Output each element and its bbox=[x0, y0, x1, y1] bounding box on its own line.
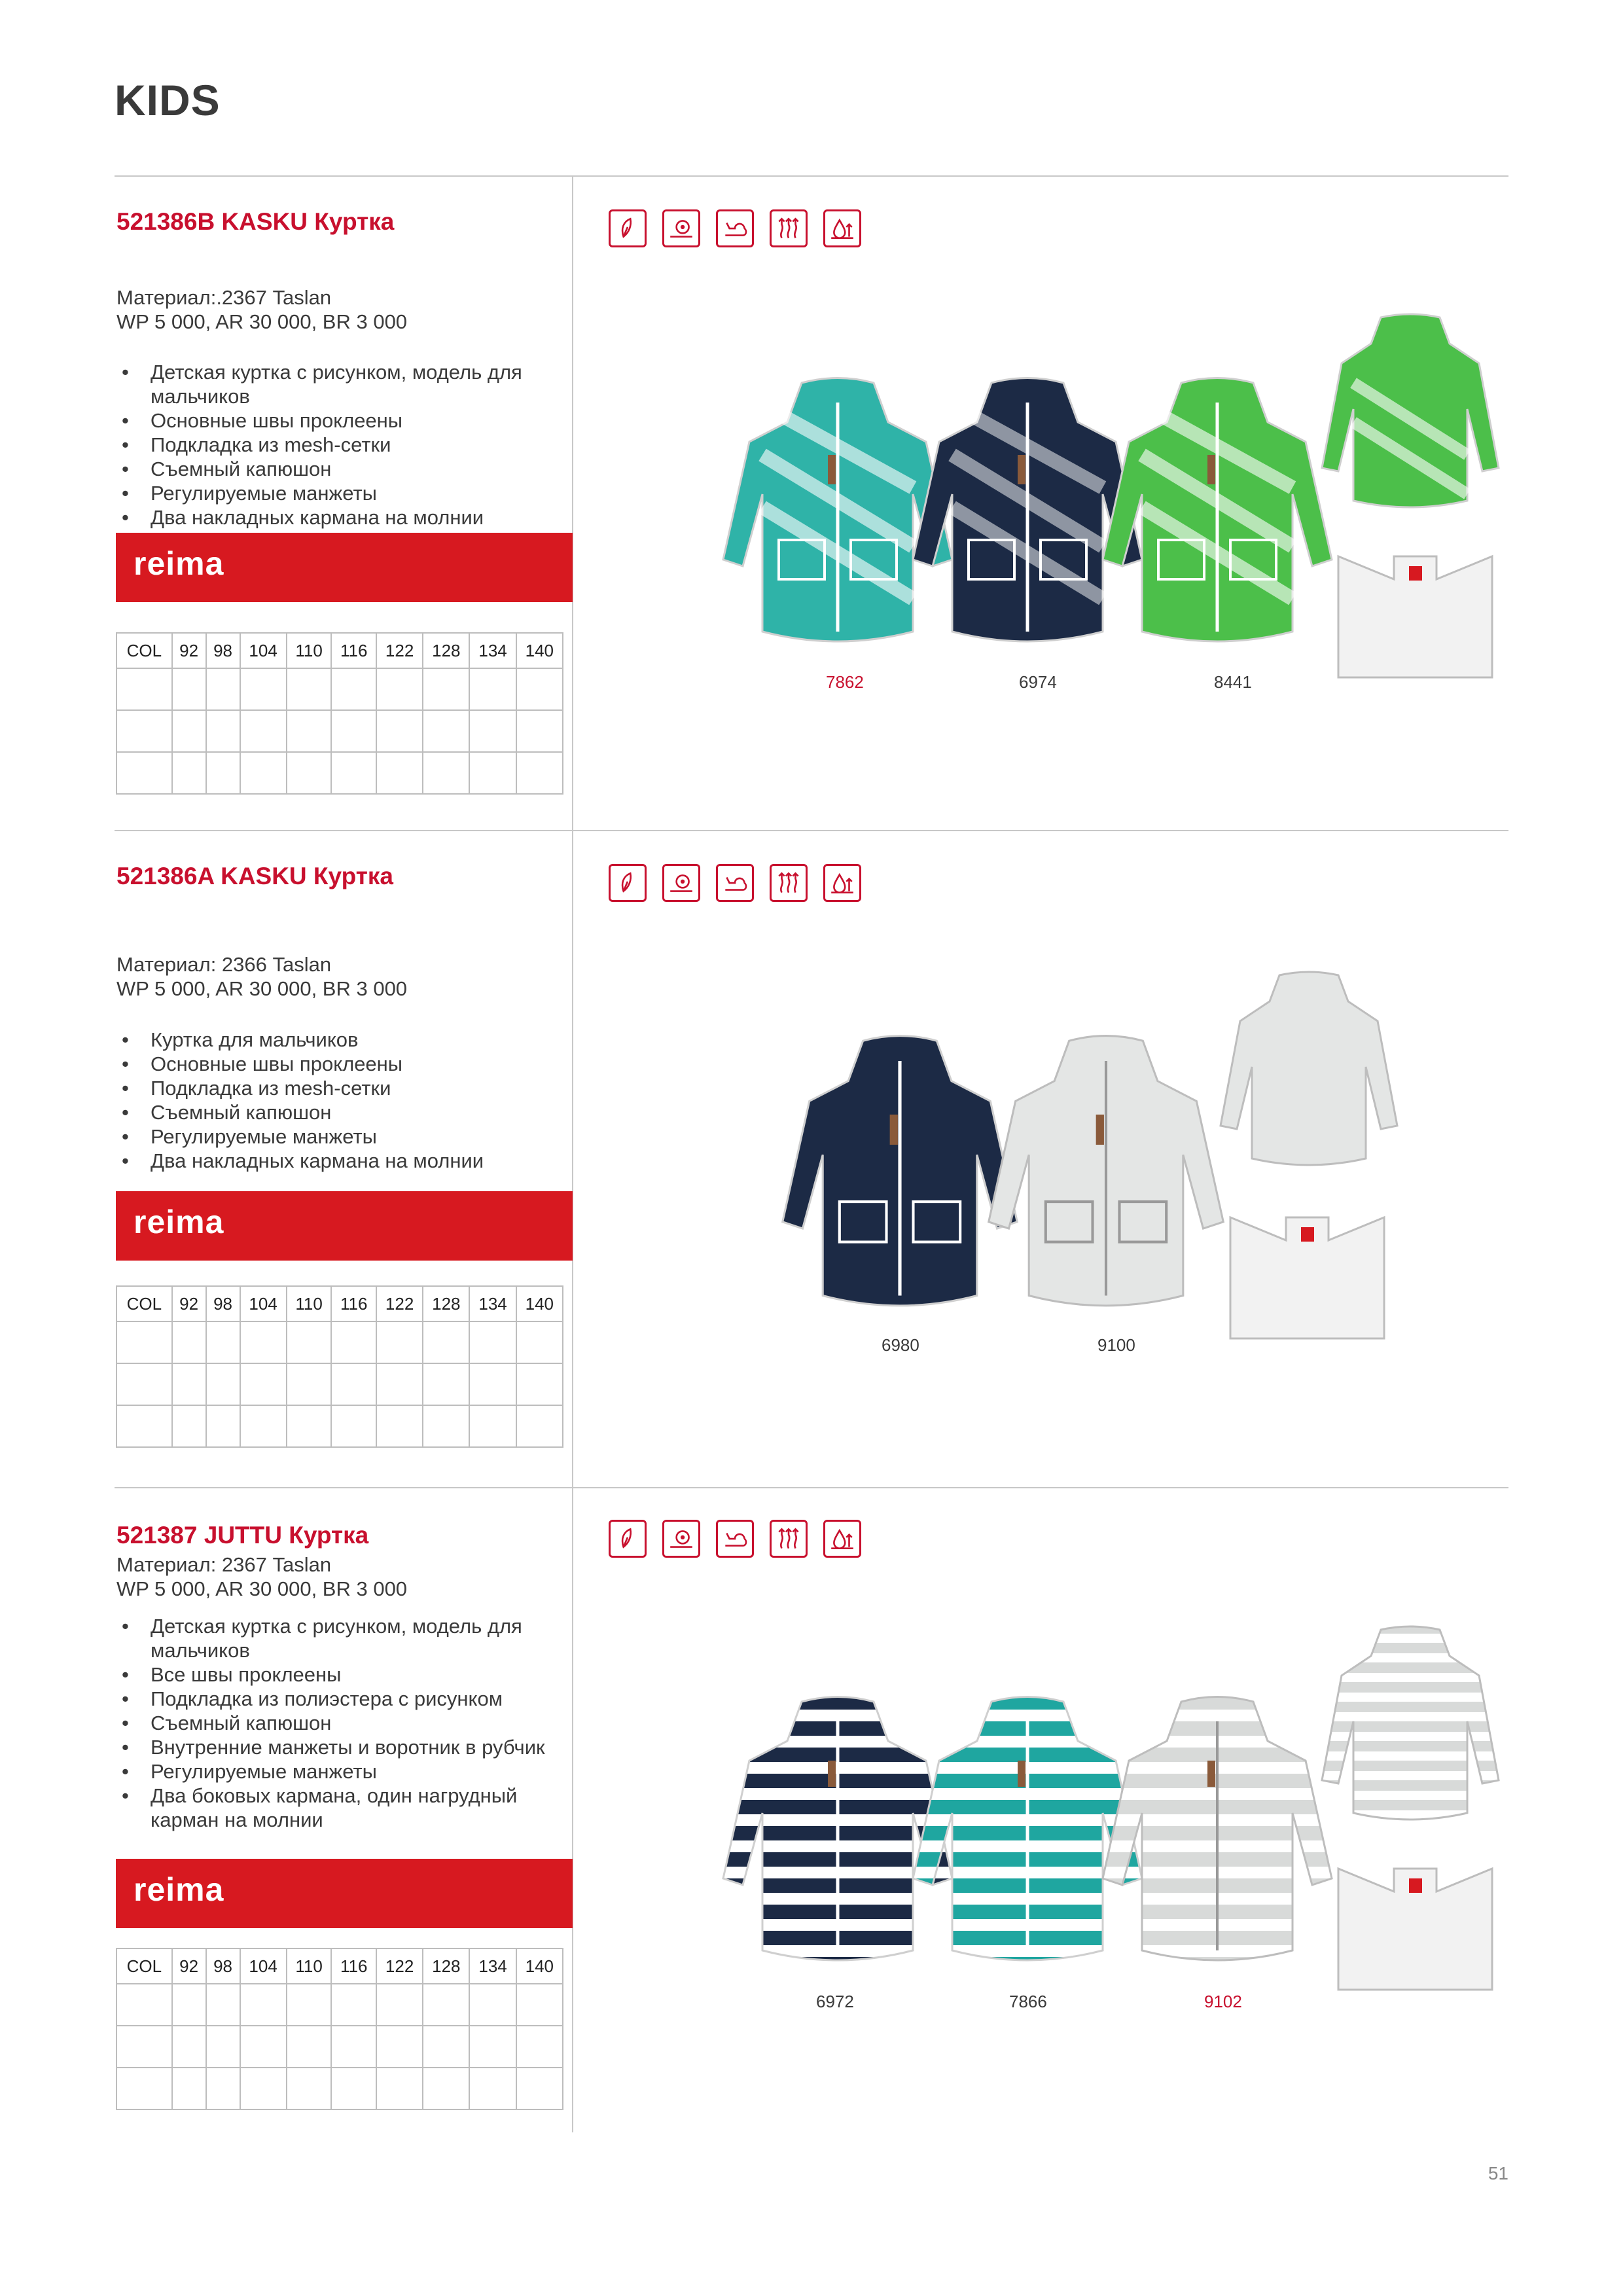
table-cell[interactable] bbox=[423, 1363, 469, 1405]
brand-bar bbox=[116, 1191, 573, 1261]
table-cell[interactable] bbox=[376, 2068, 423, 2109]
table-cell[interactable] bbox=[172, 1405, 206, 1447]
table-header-cell: COL bbox=[116, 1948, 172, 1984]
table-header-cell: 104 bbox=[240, 633, 287, 668]
table-header-cell: 116 bbox=[331, 1948, 376, 1984]
table-cell[interactable] bbox=[376, 710, 423, 752]
table-row bbox=[116, 1405, 563, 1447]
table-cell[interactable] bbox=[172, 2068, 206, 2109]
table-row bbox=[116, 1984, 563, 2026]
table-cell[interactable] bbox=[287, 1363, 332, 1405]
table-header-cell: 116 bbox=[331, 633, 376, 668]
table-cell[interactable] bbox=[240, 1363, 287, 1405]
leaf-icon bbox=[609, 864, 647, 902]
product-title: 521386B KASKU Куртка bbox=[116, 208, 395, 235]
leaf-icon bbox=[609, 209, 647, 247]
waterproof-icon bbox=[823, 864, 861, 902]
table-header-cell: 104 bbox=[240, 1286, 287, 1321]
material-line: Материал:.2367 Taslan bbox=[116, 286, 332, 309]
list-item: • Два боковых кармана, один нагрудный карман на молнии bbox=[116, 1784, 568, 1832]
list-item: • Внутренние манжеты и воротник в рубчик bbox=[116, 1735, 568, 1759]
jacket-back-image bbox=[1315, 1623, 1505, 1826]
column-divider bbox=[572, 175, 573, 2132]
list-item: • Регулируемые манжеты bbox=[116, 481, 568, 505]
lining-image bbox=[1332, 1865, 1499, 1996]
table-cell[interactable] bbox=[240, 2026, 287, 2068]
table-cell[interactable] bbox=[287, 2026, 332, 2068]
table-cell[interactable] bbox=[516, 710, 563, 752]
table-cell[interactable] bbox=[331, 2026, 376, 2068]
table-cell[interactable] bbox=[240, 2068, 287, 2109]
table-row bbox=[116, 752, 563, 794]
divider bbox=[115, 175, 1508, 177]
color-code: 7866 bbox=[1009, 1992, 1047, 2011]
table-header-cell: 110 bbox=[287, 1948, 332, 1984]
table-cell[interactable] bbox=[376, 1984, 423, 2026]
table-cell[interactable] bbox=[516, 668, 563, 710]
table-cell[interactable] bbox=[516, 1405, 563, 1447]
table-cell[interactable] bbox=[376, 1405, 423, 1447]
table-cell[interactable] bbox=[376, 1321, 423, 1363]
size-table bbox=[116, 1948, 563, 2110]
breathable-icon bbox=[770, 1520, 808, 1558]
table-cell[interactable] bbox=[240, 1405, 287, 1447]
table-header-cell: 134 bbox=[469, 1286, 516, 1321]
table-cell[interactable] bbox=[206, 668, 240, 710]
table-cell[interactable] bbox=[423, 2068, 469, 2109]
feature-list bbox=[116, 1614, 568, 1832]
color-code: 6972 bbox=[816, 1992, 854, 2011]
table-header-cell: 128 bbox=[423, 1948, 469, 1984]
table-cell[interactable] bbox=[206, 2068, 240, 2109]
table-header-cell: 122 bbox=[376, 1286, 423, 1321]
table-cell[interactable] bbox=[206, 1405, 240, 1447]
table-header-cell: 128 bbox=[423, 633, 469, 668]
specs-line: WP 5 000, AR 30 000, BR 3 000 bbox=[116, 1577, 408, 1600]
list-item: • Основные швы проклеены bbox=[116, 408, 568, 433]
brand-logo: reima bbox=[134, 1871, 224, 1908]
list-item: • Регулируемые манжеты bbox=[116, 1124, 568, 1149]
table-cell[interactable] bbox=[240, 710, 287, 752]
table-cell[interactable] bbox=[206, 1984, 240, 2026]
table-header-cell: 134 bbox=[469, 1948, 516, 1984]
list-item: • Съемный капюшон bbox=[116, 1100, 568, 1124]
table-row bbox=[116, 1363, 563, 1405]
table-header-cell: 128 bbox=[423, 1286, 469, 1321]
breathable-icon bbox=[770, 209, 808, 247]
table-header-cell: 98 bbox=[206, 1948, 240, 1984]
table-header-cell: 122 bbox=[376, 1948, 423, 1984]
dry-icon bbox=[716, 209, 754, 247]
table-cell[interactable] bbox=[240, 668, 287, 710]
size-table bbox=[116, 632, 563, 795]
table-cell[interactable] bbox=[116, 1321, 172, 1363]
list-item: • Два накладных кармана на молнии bbox=[116, 505, 568, 529]
table-cell[interactable] bbox=[116, 668, 172, 710]
table-cell[interactable] bbox=[376, 752, 423, 794]
table-cell[interactable] bbox=[516, 752, 563, 794]
list-item: • Подкладка из mesh-сетки bbox=[116, 433, 568, 457]
table-cell[interactable] bbox=[423, 2026, 469, 2068]
table-cell[interactable] bbox=[116, 1405, 172, 1447]
table-cell[interactable] bbox=[206, 1363, 240, 1405]
table-cell[interactable] bbox=[172, 710, 206, 752]
waterproof-icon bbox=[823, 209, 861, 247]
table-cell[interactable] bbox=[469, 710, 516, 752]
table-cell[interactable] bbox=[376, 2026, 423, 2068]
list-item: • Регулируемые манжеты bbox=[116, 1759, 568, 1784]
brand-bar bbox=[116, 533, 573, 602]
table-header-cell: COL bbox=[116, 1286, 172, 1321]
table-cell[interactable] bbox=[240, 1984, 287, 2026]
table-cell[interactable] bbox=[331, 2068, 376, 2109]
table-row bbox=[116, 668, 563, 710]
table-cell[interactable] bbox=[469, 1984, 516, 2026]
table-cell[interactable] bbox=[206, 2026, 240, 2068]
table-cell[interactable] bbox=[516, 1363, 563, 1405]
table-header-cell: 110 bbox=[287, 633, 332, 668]
wash-icon bbox=[662, 1520, 700, 1558]
table-cell[interactable] bbox=[287, 668, 332, 710]
table-header-cell: COL bbox=[116, 633, 172, 668]
product-material bbox=[116, 952, 407, 1001]
size-table bbox=[116, 1285, 563, 1448]
table-cell[interactable] bbox=[376, 1363, 423, 1405]
divider bbox=[115, 830, 1508, 831]
table-cell[interactable] bbox=[331, 668, 376, 710]
table-header-cell: 140 bbox=[516, 633, 563, 668]
table-cell[interactable] bbox=[331, 752, 376, 794]
brand-logo: reima bbox=[134, 1204, 224, 1240]
table-header-cell: 92 bbox=[172, 1286, 206, 1321]
table-header-cell: 140 bbox=[516, 1286, 563, 1321]
page-number: 51 bbox=[1488, 2163, 1508, 2183]
product-title: 521387 JUTTU Куртка bbox=[116, 1522, 369, 1549]
table-header-cell: 122 bbox=[376, 633, 423, 668]
list-item: • Подкладка из полиэстера с рисунком bbox=[116, 1687, 568, 1711]
product-material bbox=[116, 1552, 407, 1601]
table-header-cell: 116 bbox=[331, 1286, 376, 1321]
table-cell[interactable] bbox=[116, 1984, 172, 2026]
table-cell[interactable] bbox=[331, 710, 376, 752]
table-cell[interactable] bbox=[423, 752, 469, 794]
table-header-cell: 110 bbox=[287, 1286, 332, 1321]
table-cell[interactable] bbox=[240, 752, 287, 794]
table-cell[interactable] bbox=[331, 1321, 376, 1363]
table-cell[interactable] bbox=[469, 668, 516, 710]
feature-list bbox=[116, 360, 568, 529]
table-cell[interactable] bbox=[469, 752, 516, 794]
table-cell[interactable] bbox=[116, 710, 172, 752]
table-header-cell: 98 bbox=[206, 1286, 240, 1321]
list-item: • Детская куртка с рисунком, модель для мальчиков bbox=[116, 360, 568, 408]
jacket-image bbox=[1096, 1695, 1338, 1964]
table-cell[interactable] bbox=[287, 1321, 332, 1363]
table-cell[interactable] bbox=[287, 710, 332, 752]
color-code: 9100 bbox=[1097, 1335, 1135, 1355]
breathable-icon bbox=[770, 864, 808, 902]
table-cell[interactable] bbox=[516, 1321, 563, 1363]
table-cell[interactable] bbox=[423, 1984, 469, 2026]
table-cell[interactable] bbox=[423, 1321, 469, 1363]
jacket-back-image bbox=[1315, 311, 1505, 514]
table-cell[interactable] bbox=[469, 1321, 516, 1363]
table-cell[interactable] bbox=[172, 668, 206, 710]
divider bbox=[115, 1487, 1508, 1488]
material-line: Материал: 2367 Taslan bbox=[116, 1553, 332, 1576]
jacket-image bbox=[1096, 376, 1338, 645]
list-item: • Куртка для мальчиков bbox=[116, 1028, 568, 1052]
wash-icon bbox=[662, 209, 700, 247]
table-cell[interactable] bbox=[469, 2026, 516, 2068]
table-row bbox=[116, 710, 563, 752]
list-item: • Подкладка из mesh-сетки bbox=[116, 1076, 568, 1100]
table-cell[interactable] bbox=[331, 1984, 376, 2026]
table-cell[interactable] bbox=[516, 2026, 563, 2068]
table-cell[interactable] bbox=[172, 1321, 206, 1363]
list-item: • Съемный капюшон bbox=[116, 457, 568, 481]
table-cell[interactable] bbox=[423, 668, 469, 710]
care-icons bbox=[609, 864, 861, 902]
care-icons bbox=[609, 209, 861, 247]
product-title: 521386A KASKU Куртка bbox=[116, 863, 393, 889]
lining-image bbox=[1332, 553, 1499, 684]
material-line: Материал: 2366 Taslan bbox=[116, 953, 332, 976]
waterproof-icon bbox=[823, 1520, 861, 1558]
color-code: 9102 bbox=[1204, 1992, 1242, 2011]
feature-list bbox=[116, 1028, 568, 1173]
leaf-icon bbox=[609, 1520, 647, 1558]
table-cell[interactable] bbox=[469, 1405, 516, 1447]
table-cell[interactable] bbox=[331, 1405, 376, 1447]
brand-bar bbox=[116, 1859, 573, 1928]
list-item: • Два накладных кармана на молнии bbox=[116, 1149, 568, 1173]
color-code: 6974 bbox=[1019, 672, 1057, 692]
lining-image bbox=[1224, 1214, 1391, 1345]
table-cell[interactable] bbox=[287, 752, 332, 794]
table-cell[interactable] bbox=[469, 2068, 516, 2109]
page-title: KIDS bbox=[115, 76, 221, 124]
dry-icon bbox=[716, 1520, 754, 1558]
table-cell[interactable] bbox=[172, 2026, 206, 2068]
table-cell[interactable] bbox=[423, 710, 469, 752]
table-cell[interactable] bbox=[116, 752, 172, 794]
table-header-cell: 92 bbox=[172, 1948, 206, 1984]
table-cell[interactable] bbox=[116, 2068, 172, 2109]
table-cell[interactable] bbox=[172, 1984, 206, 2026]
specs-line: WP 5 000, AR 30 000, BR 3 000 bbox=[116, 310, 408, 333]
brand-logo: reima bbox=[134, 545, 224, 582]
table-cell[interactable] bbox=[516, 1984, 563, 2026]
table-header-cell: 134 bbox=[469, 633, 516, 668]
list-item: • Все швы проклеены bbox=[116, 1662, 568, 1687]
dry-icon bbox=[716, 864, 754, 902]
table-cell[interactable] bbox=[287, 1405, 332, 1447]
table-cell[interactable] bbox=[469, 1363, 516, 1405]
table-cell[interactable] bbox=[206, 710, 240, 752]
table-cell[interactable] bbox=[116, 2026, 172, 2068]
table-cell[interactable] bbox=[423, 1405, 469, 1447]
color-code: 8441 bbox=[1214, 672, 1252, 692]
table-cell[interactable] bbox=[287, 2068, 332, 2109]
table-row bbox=[116, 2026, 563, 2068]
table-cell[interactable] bbox=[172, 752, 206, 794]
table-cell[interactable] bbox=[287, 1984, 332, 2026]
list-item: • Съемный капюшон bbox=[116, 1711, 568, 1735]
table-row bbox=[116, 2068, 563, 2109]
jacket-image bbox=[982, 1034, 1230, 1309]
table-cell[interactable] bbox=[206, 1321, 240, 1363]
table-cell[interactable] bbox=[331, 1363, 376, 1405]
list-item: • Детская куртка с рисунком, модель для мальчиков bbox=[116, 1614, 568, 1662]
table-cell[interactable] bbox=[116, 1363, 172, 1405]
product-material bbox=[116, 285, 407, 334]
table-row bbox=[116, 1321, 563, 1363]
color-code: 7862 bbox=[826, 672, 864, 692]
table-header-cell: 92 bbox=[172, 633, 206, 668]
table-cell[interactable] bbox=[376, 668, 423, 710]
list-item: • Основные швы проклеены bbox=[116, 1052, 568, 1076]
care-icons bbox=[609, 1520, 861, 1558]
wash-icon bbox=[662, 864, 700, 902]
table-header-cell: 98 bbox=[206, 633, 240, 668]
jacket-back-image bbox=[1214, 969, 1404, 1172]
specs-line: WP 5 000, AR 30 000, BR 3 000 bbox=[116, 977, 408, 1000]
table-header-cell: 104 bbox=[240, 1948, 287, 1984]
table-cell[interactable] bbox=[516, 2068, 563, 2109]
table-cell[interactable] bbox=[240, 1321, 287, 1363]
color-code: 6980 bbox=[882, 1335, 919, 1355]
table-header-cell: 140 bbox=[516, 1948, 563, 1984]
table-cell[interactable] bbox=[172, 1363, 206, 1405]
table-cell[interactable] bbox=[206, 752, 240, 794]
